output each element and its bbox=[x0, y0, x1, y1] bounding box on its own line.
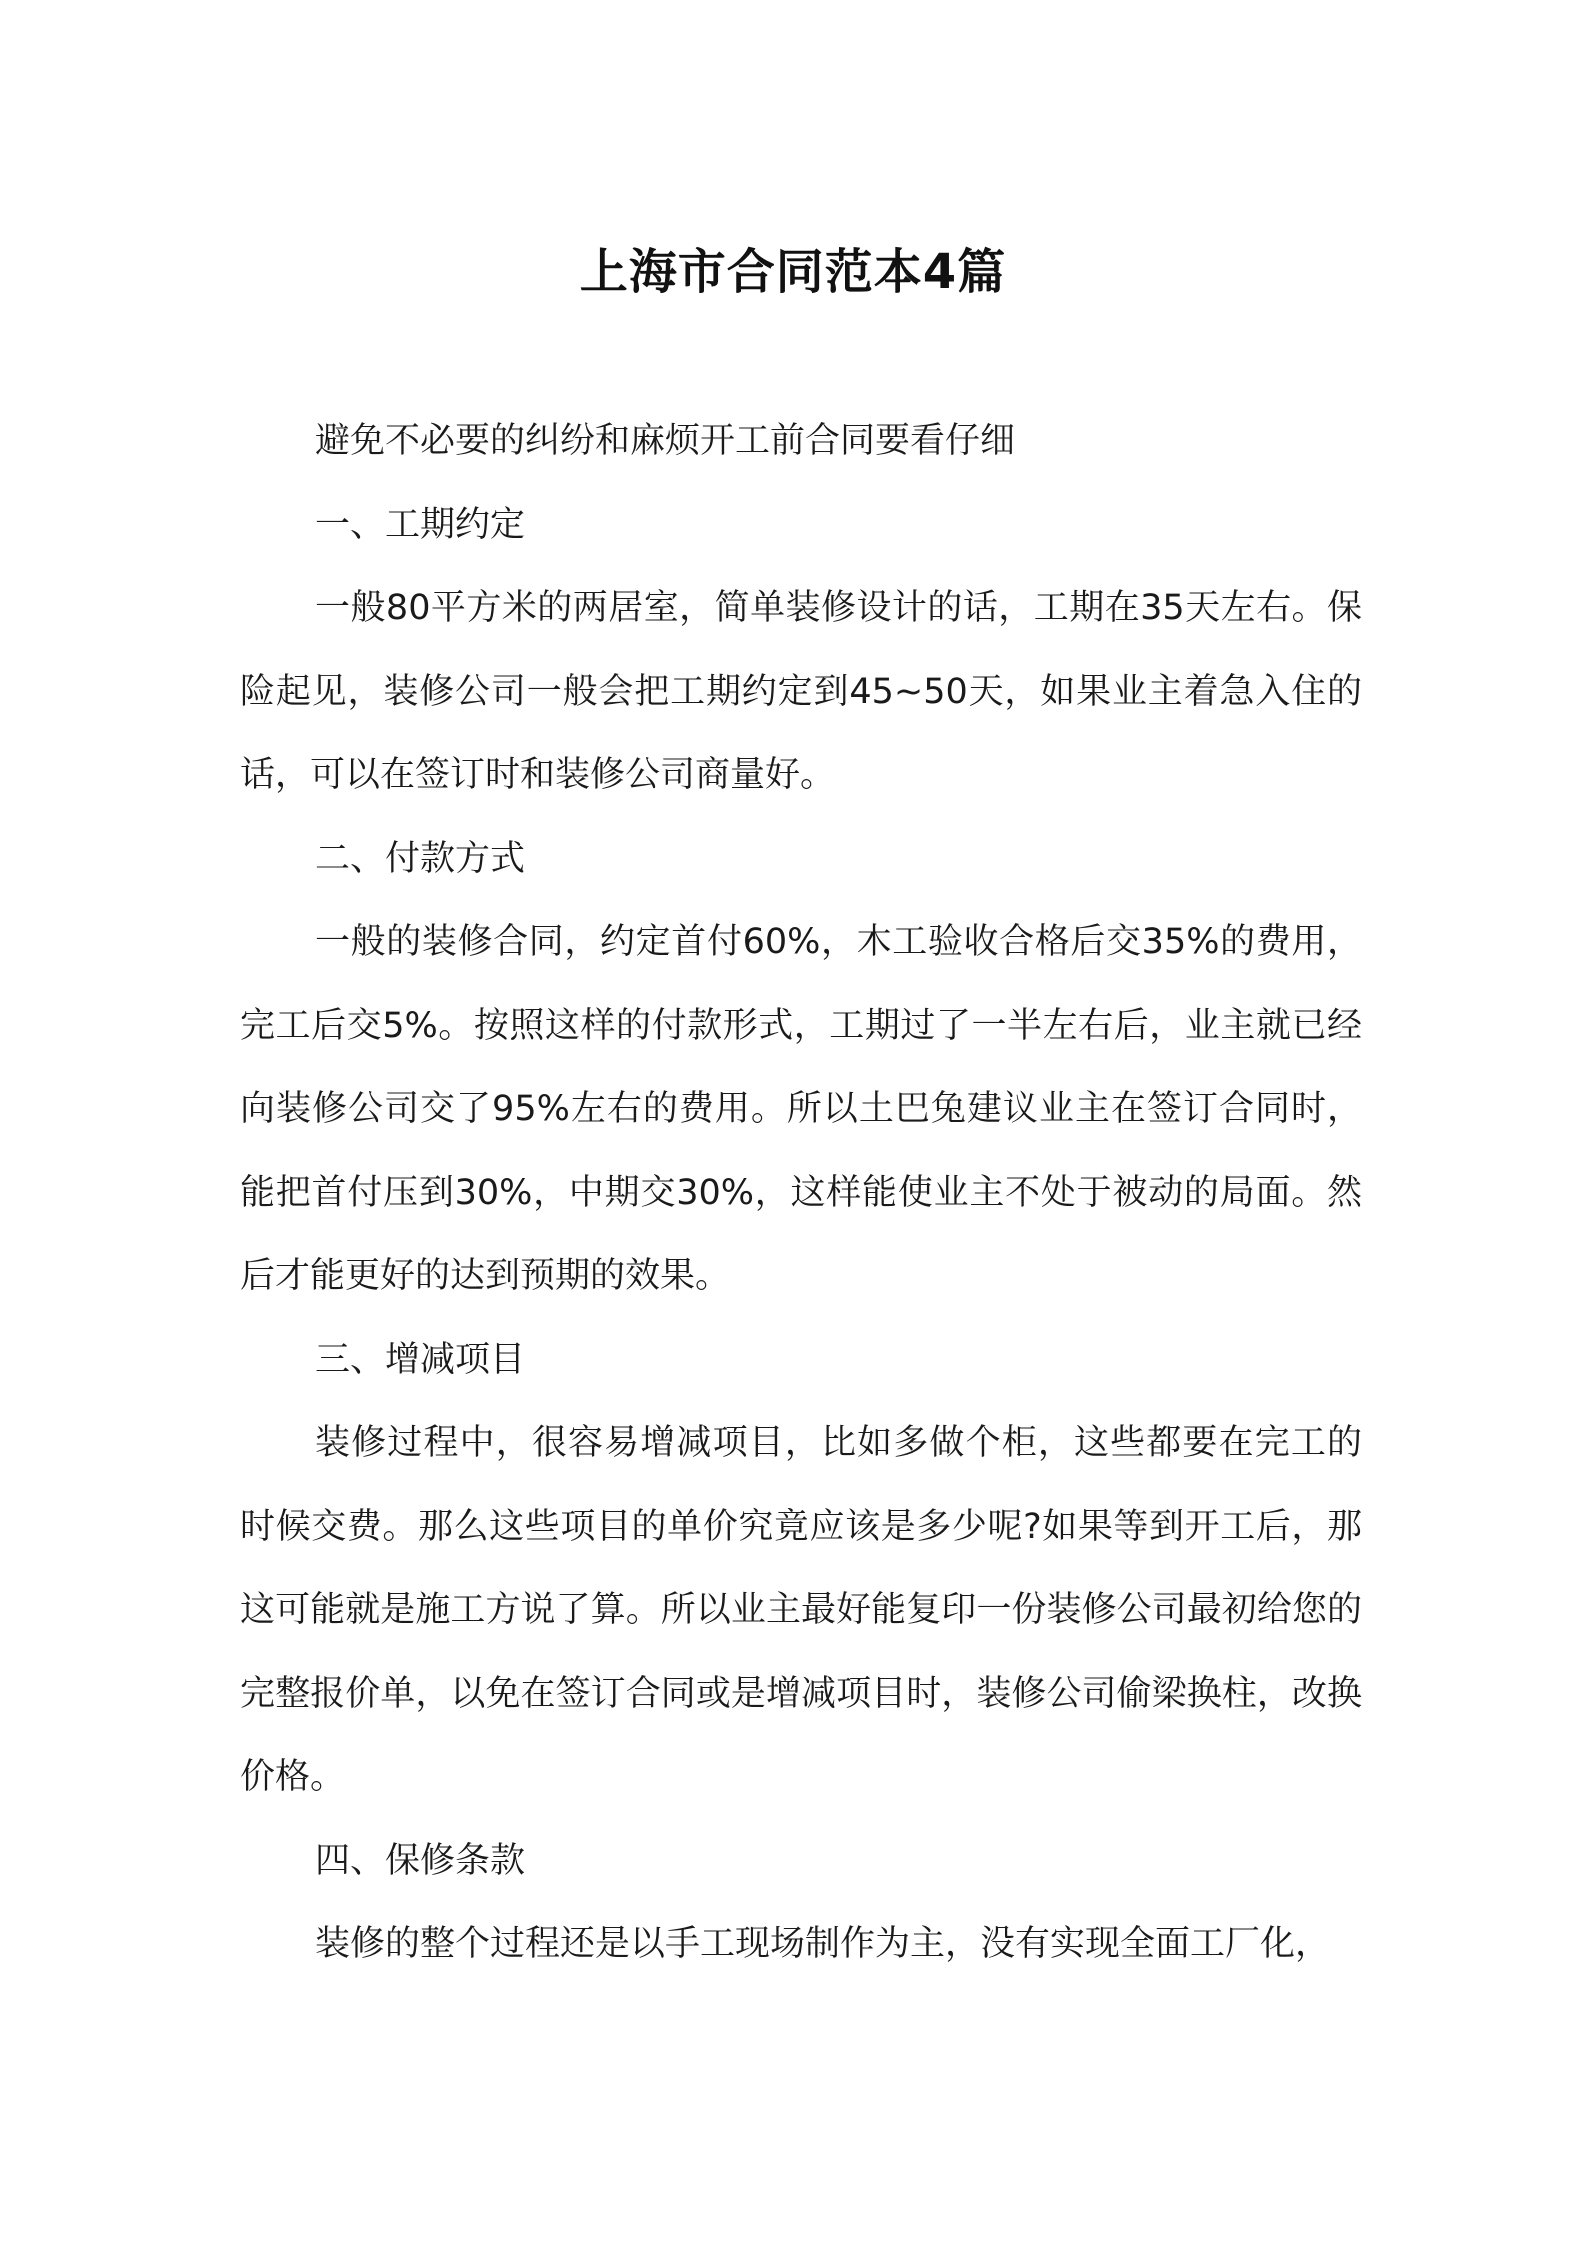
section-heading-warranty: 四、保修条款 bbox=[315, 1840, 526, 1881]
section-heading-payment: 二、付款方式 bbox=[315, 838, 526, 879]
document-body bbox=[240, 400, 1362, 1987]
section-heading-additions: 三、增减项目 bbox=[315, 1339, 526, 1380]
schedule-paragraph: 一般80平方米的两居室，简单装修设计的话，工期在35天左右。保险起见，装修公司一般会把工期约定到45~50天，如果业主着急入住的话，可以在签订时和装修公司商量好。 bbox=[240, 588, 1362, 795]
section-heading-schedule: 一、工期约定 bbox=[315, 504, 526, 545]
intro-paragraph: 避免不必要的纠纷和麻烦开工前合同要看仔细 bbox=[315, 421, 1016, 461]
document-title: 上海市合同范本4篇 bbox=[579, 244, 1007, 301]
additions-paragraph: 装修过程中，很容易增减项目，比如多做个柜，这些都要在完工的时候交费。那么这些项目的单价究竟应该是多少呢?如果等到开工后，那这可能就是施工方说了算。所以业主最好能复印一份装修公司最初给您的完整报价单，以免在签订合同或是增减项目时，装修公司偷梁换柱，改换价格。 bbox=[240, 1423, 1362, 1797]
payment-paragraph: 一般的装修合同，约定首付60%，木工验收合格后交35%的费用，完工后交5%。按照这样的付款形式，工期过了一半左右后，业主就已经向装修公司交了95%左右的费用。所以土巴兔建议业主在签订合同时，能把首付压到30%，中期交30%，这样能使业主不处于被动的局面。然后才能更好的达到预期的效果。 bbox=[240, 922, 1362, 1296]
warranty-paragraph: 装修的整个过程还是以手工现场制作为主，没有实现全面工厂化， bbox=[315, 1924, 1331, 1964]
